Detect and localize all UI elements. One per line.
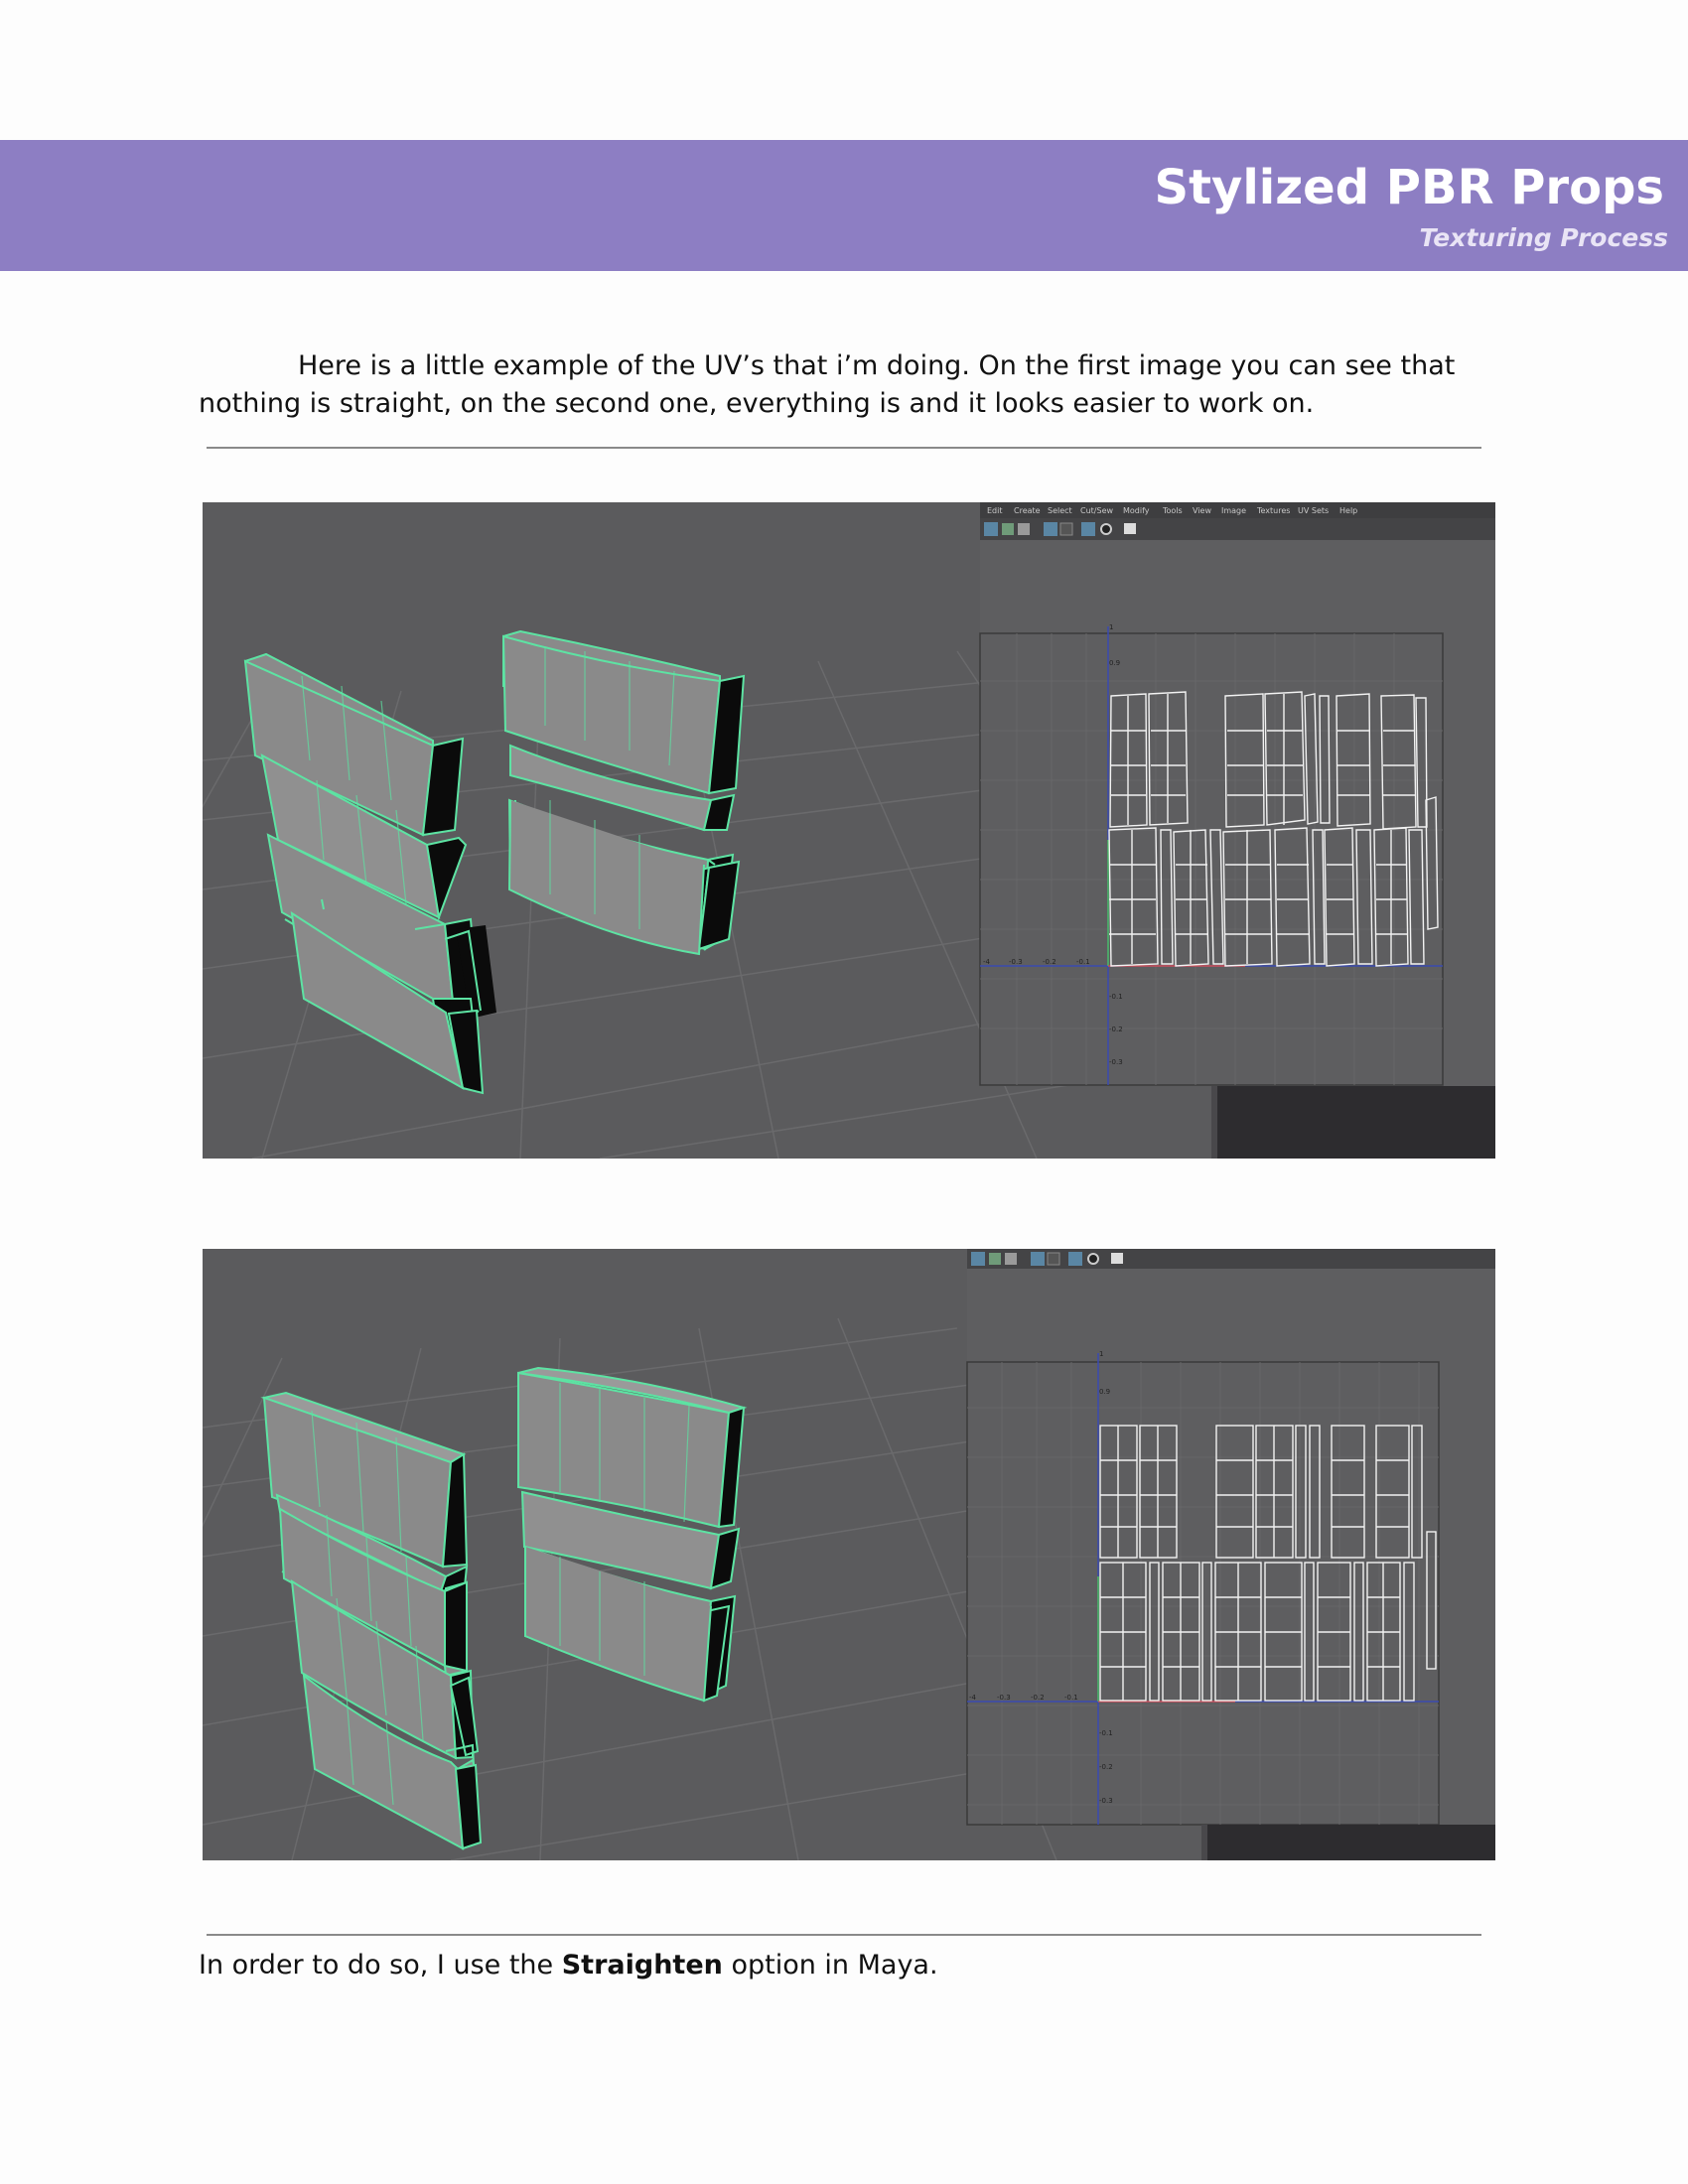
- closing-text-start: In order to do so, I use the: [199, 1950, 562, 1980]
- menu-textures[interactable]: Textures: [1257, 506, 1291, 515]
- screenshot-uv-before: [203, 502, 1495, 1159]
- straighten-keyword: Straighten: [561, 1950, 723, 1980]
- uv-axis-label: 0.9: [1099, 1388, 1111, 1396]
- screenshot-uv-after: [203, 1249, 1495, 1860]
- uv-axis-label: 1: [1109, 623, 1114, 631]
- menu-image[interactable]: Image: [1221, 506, 1247, 515]
- document-title: Stylized PBR Props: [1154, 160, 1664, 215]
- uv-tool-icon[interactable]: [1068, 1252, 1082, 1266]
- maya-viewport-before: [203, 502, 1495, 1159]
- menu-edit[interactable]: Edit: [987, 506, 1003, 515]
- uv-tool-icon[interactable]: [1002, 523, 1014, 535]
- uv-axis-label: -0.1: [1076, 958, 1090, 966]
- menu-uv-sets[interactable]: UV Sets: [1298, 506, 1330, 515]
- divider-bottom: [207, 1934, 1481, 1936]
- uv-editor-panel: [967, 1249, 1495, 1860]
- uv-tool-icon[interactable]: [1044, 522, 1057, 536]
- uv-tool-icon[interactable]: [1060, 523, 1072, 535]
- uv-axis-label: -0.1: [1109, 993, 1123, 1001]
- menu-create[interactable]: Create: [1014, 506, 1041, 515]
- menu-select[interactable]: Select: [1048, 506, 1072, 515]
- uv-axis-label: -0.3: [1109, 1058, 1123, 1066]
- uv-axis-label: -0.2: [1109, 1025, 1123, 1033]
- uv-axis-label: -0.2: [1043, 958, 1056, 966]
- maya-viewport-after: [203, 1249, 1495, 1860]
- camera-icon[interactable]: [1124, 523, 1136, 534]
- uv-tool-icon[interactable]: [971, 1252, 985, 1266]
- divider-top: [207, 447, 1481, 449]
- uv-editor-panel: [980, 502, 1495, 1159]
- menu-modify[interactable]: Modify: [1123, 506, 1150, 515]
- camera-icon[interactable]: [1111, 1253, 1123, 1264]
- uv-tool-icon[interactable]: [989, 1253, 1001, 1265]
- menu-help[interactable]: Help: [1339, 506, 1358, 515]
- uv-tool-icon[interactable]: [1018, 523, 1030, 535]
- uv-axis-label: -4: [969, 1694, 976, 1702]
- menu-view[interactable]: View: [1193, 506, 1211, 515]
- header-banner: [0, 140, 1688, 271]
- uv-axis-label: -4: [983, 958, 990, 966]
- closing-paragraph: [199, 1947, 1489, 1984]
- menu-tools[interactable]: Tools: [1163, 506, 1183, 515]
- uv-tool-icon[interactable]: [1101, 524, 1111, 534]
- uv-tool-icon[interactable]: [984, 522, 998, 536]
- uv-axis-label: -0.1: [1099, 1729, 1113, 1737]
- uv-tool-icon[interactable]: [1031, 1252, 1045, 1266]
- uv-tool-icon[interactable]: [1048, 1253, 1059, 1265]
- closing-text-end: option in Maya.: [722, 1950, 938, 1980]
- document-subtitle: Texturing Process: [1419, 223, 1668, 252]
- uv-axis-label: -0.2: [1099, 1763, 1113, 1771]
- uv-axis-label: -0.1: [1064, 1694, 1078, 1702]
- uv-tool-icon[interactable]: [1088, 1254, 1098, 1264]
- uv-tool-icon[interactable]: [1081, 522, 1095, 536]
- intro-paragraph: Here is a little example of the UV’s that i’m doing. On the first image you can see that nothing is straight, on the second one, everything is and it looks easier to work on.: [199, 350, 1456, 419]
- uv-axis-label: -0.3: [1009, 958, 1023, 966]
- uv-axis-label: 1: [1099, 1350, 1104, 1358]
- uv-axis-label: -0.2: [1031, 1694, 1045, 1702]
- menu-cut-sew[interactable]: Cut/Sew: [1080, 506, 1114, 515]
- uv-tool-icon[interactable]: [1005, 1253, 1017, 1265]
- uv-axis-label: -0.3: [997, 1694, 1011, 1702]
- uv-axis-label: -0.3: [1099, 1797, 1113, 1805]
- uv-axis-label: 0.9: [1109, 659, 1121, 667]
